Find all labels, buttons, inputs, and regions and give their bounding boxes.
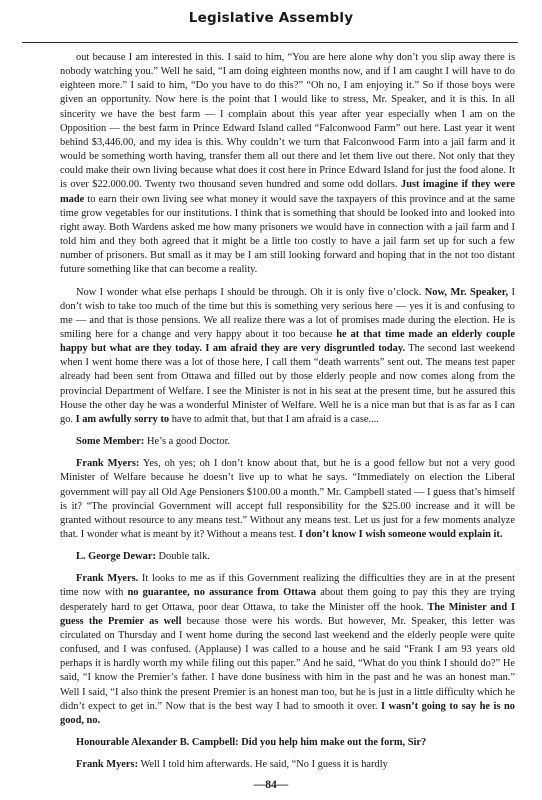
text-run: Now I wonder what else perhaps I should be through. Oh it is only five o’clock. — [76, 286, 425, 298]
bold-text-run: I wasn’t going to say he is no good, no. — [60, 700, 515, 726]
text-run: about them going to pay this they are trying desperately hard to get Ottawa, poor dear Ottawa, to take the Minister off the hook. — [60, 587, 515, 613]
header-rule — [22, 42, 518, 43]
speaker-paragraph — [60, 572, 515, 728]
speaker-paragraph — [60, 758, 515, 772]
speech-text: Did you help him make out the form, Sir? — [238, 737, 427, 749]
speaker-name: Frank Myers. — [76, 573, 139, 585]
text-run: The second last weekend when I went home there was a lot of those here, I call them “death warrents” sent out. The means test paper already had been sent from Ottawa and filled out by those elderly people and now comes along from the provincial Department of Welfare. I see the Minister is not in his seat at the present time, but he assured this House the other day he was a wonderful Minister of Welfare. Well he is a nice man but that is as far as I can go. — [60, 343, 515, 425]
bold-text-run: Just imagine if they were made — [60, 179, 515, 205]
bold-text-run: Now, Mr. Speaker, — [424, 286, 509, 298]
speaker-name: Some Member: — [76, 436, 145, 448]
speech-text: Double talk. — [155, 551, 210, 563]
text-run: have to admit that, but that I am afraid is a case.... — [169, 413, 379, 425]
speaker-paragraph — [60, 457, 515, 542]
speaker-paragraph — [60, 550, 515, 564]
bold-text-run: I don’t know I wish someone would explain it. — [298, 529, 503, 540]
bold-text-run: The Minister and I guess the Premier as well — [60, 601, 515, 627]
speaker-name: L. George Dewar: — [76, 551, 156, 563]
page-header-title: Legislative Assembly — [188, 10, 354, 26]
bold-text-run: I am awfully sorry to — [75, 413, 170, 425]
paragraph — [60, 286, 515, 428]
bold-text-run: no guarantee, no assurance from Ottawa — [127, 587, 317, 599]
speaker-paragraph — [60, 435, 515, 449]
bold-text-run: he at that time made an elderly couple happy but what are they today. I am afraid they are very disgruntled today. — [60, 328, 515, 355]
text-run: I don’t wish to take too much of the time but this is something very serious here — yes it is and confusing to me — and that is those pensions. We all realize there was a lot of promises made during the election. He is smiling here for a change and very happy about it too because — [60, 286, 515, 340]
speech-text: It looks to me as if this Government realizing the difficulties they are in at the present time now with — [60, 573, 515, 599]
page-number: —84— — [253, 779, 289, 791]
speech-text: Yes, oh yes; oh I don’t know about that, but he is a good fellow but not a very good Minister of Welfare because he doesn’t live up to what he says. “Immediately on election the Liberal government will pay all Old Age Pensioners $100.00 a month.” Mr. Campbell stated — I guess that’s himself is it? “The provincial Government will accept full responsibility for the $25.00 increase and it will be granted without resource to any means test.” Without any means test. Let us just for a few moments analyze that. I wonder what is meant by it? Without a means test. — [60, 458, 515, 540]
speech-text: He’s a good Doctor. — [144, 436, 231, 448]
transcript-body — [60, 51, 515, 773]
text-run: out because I am interested in this. I said to him, “You are here alone why don’t you slip away there is nobody watching you.” Well he said, “I am doing eighteen months now, and if I am caught I will have to do eighteen more.” I said to him, “Do you have to do this?” “Oh no, I am enjoying it.” So if those boys were given an opportunity. Now here is the point that I would like to stress, Mr. Speaker, and it is this. In all sincerity we have the best farm — I complain about this year after year especially when I am on the Opposition — the best farm in Prince Edward Island called “Falconwood Farm” out here. Last year it went behind $3,446.00, and my idea is this. Why couldn’t we turn that Falconwood Farm into a jail farm and it would be something worth having, transfer them all out there and let them live out there. Not only that they could make their own living because what does it cost here in Prince Edward Island for just the food alone. It is over $22.000.00. Twenty two thousand seven hundred and some odd dollars. — [60, 52, 515, 191]
speaker-paragraph — [60, 736, 515, 750]
paragraph — [60, 51, 515, 278]
text-run: to earn their own living see what money it would save the taxpayers of this province and at the same time grow vegetables for our institutions. I think that is something that should be looked into and looked into right away. Both Wardens asked me how many prisoners we would have in connection with a jail farm and I told him and they both agreed that it might be a little too costly to have a jail farm set up for such a few number of prisoners. But small as it may be I am still looking forward and hoping that in the not too distant future something like that can become a reality. — [60, 193, 515, 276]
text-run: because those were his words. But however, Mr. Speaker, this letter was circulated on Thursday and I went home during the second last weekend and the elderly people were quite confused, and I was confused. (Applause) I was called to a house and he said “Frank I am 93 years old perhaps it is hardly worth my while filing out this paper.” And he said, “What do you think I should do?” He said, “I know the Premier’s father. I have done business with him in the past and he was an honest man.” Well I said, “I also think the present Premier is an honest man too, but he is just in a little difficulty which he didn’t expect to get in.” Now that is the best way I had to smooth it over. — [60, 615, 515, 712]
speaker-name: Frank Myers: — [76, 458, 140, 470]
speech-text: Well I told him afterwards. He said, “No I guess it is hardly — [138, 759, 388, 771]
speaker-name: Frank Myers: — [76, 759, 139, 771]
speaker-name: Honourable Alexander B. Campbell: — [76, 737, 239, 749]
